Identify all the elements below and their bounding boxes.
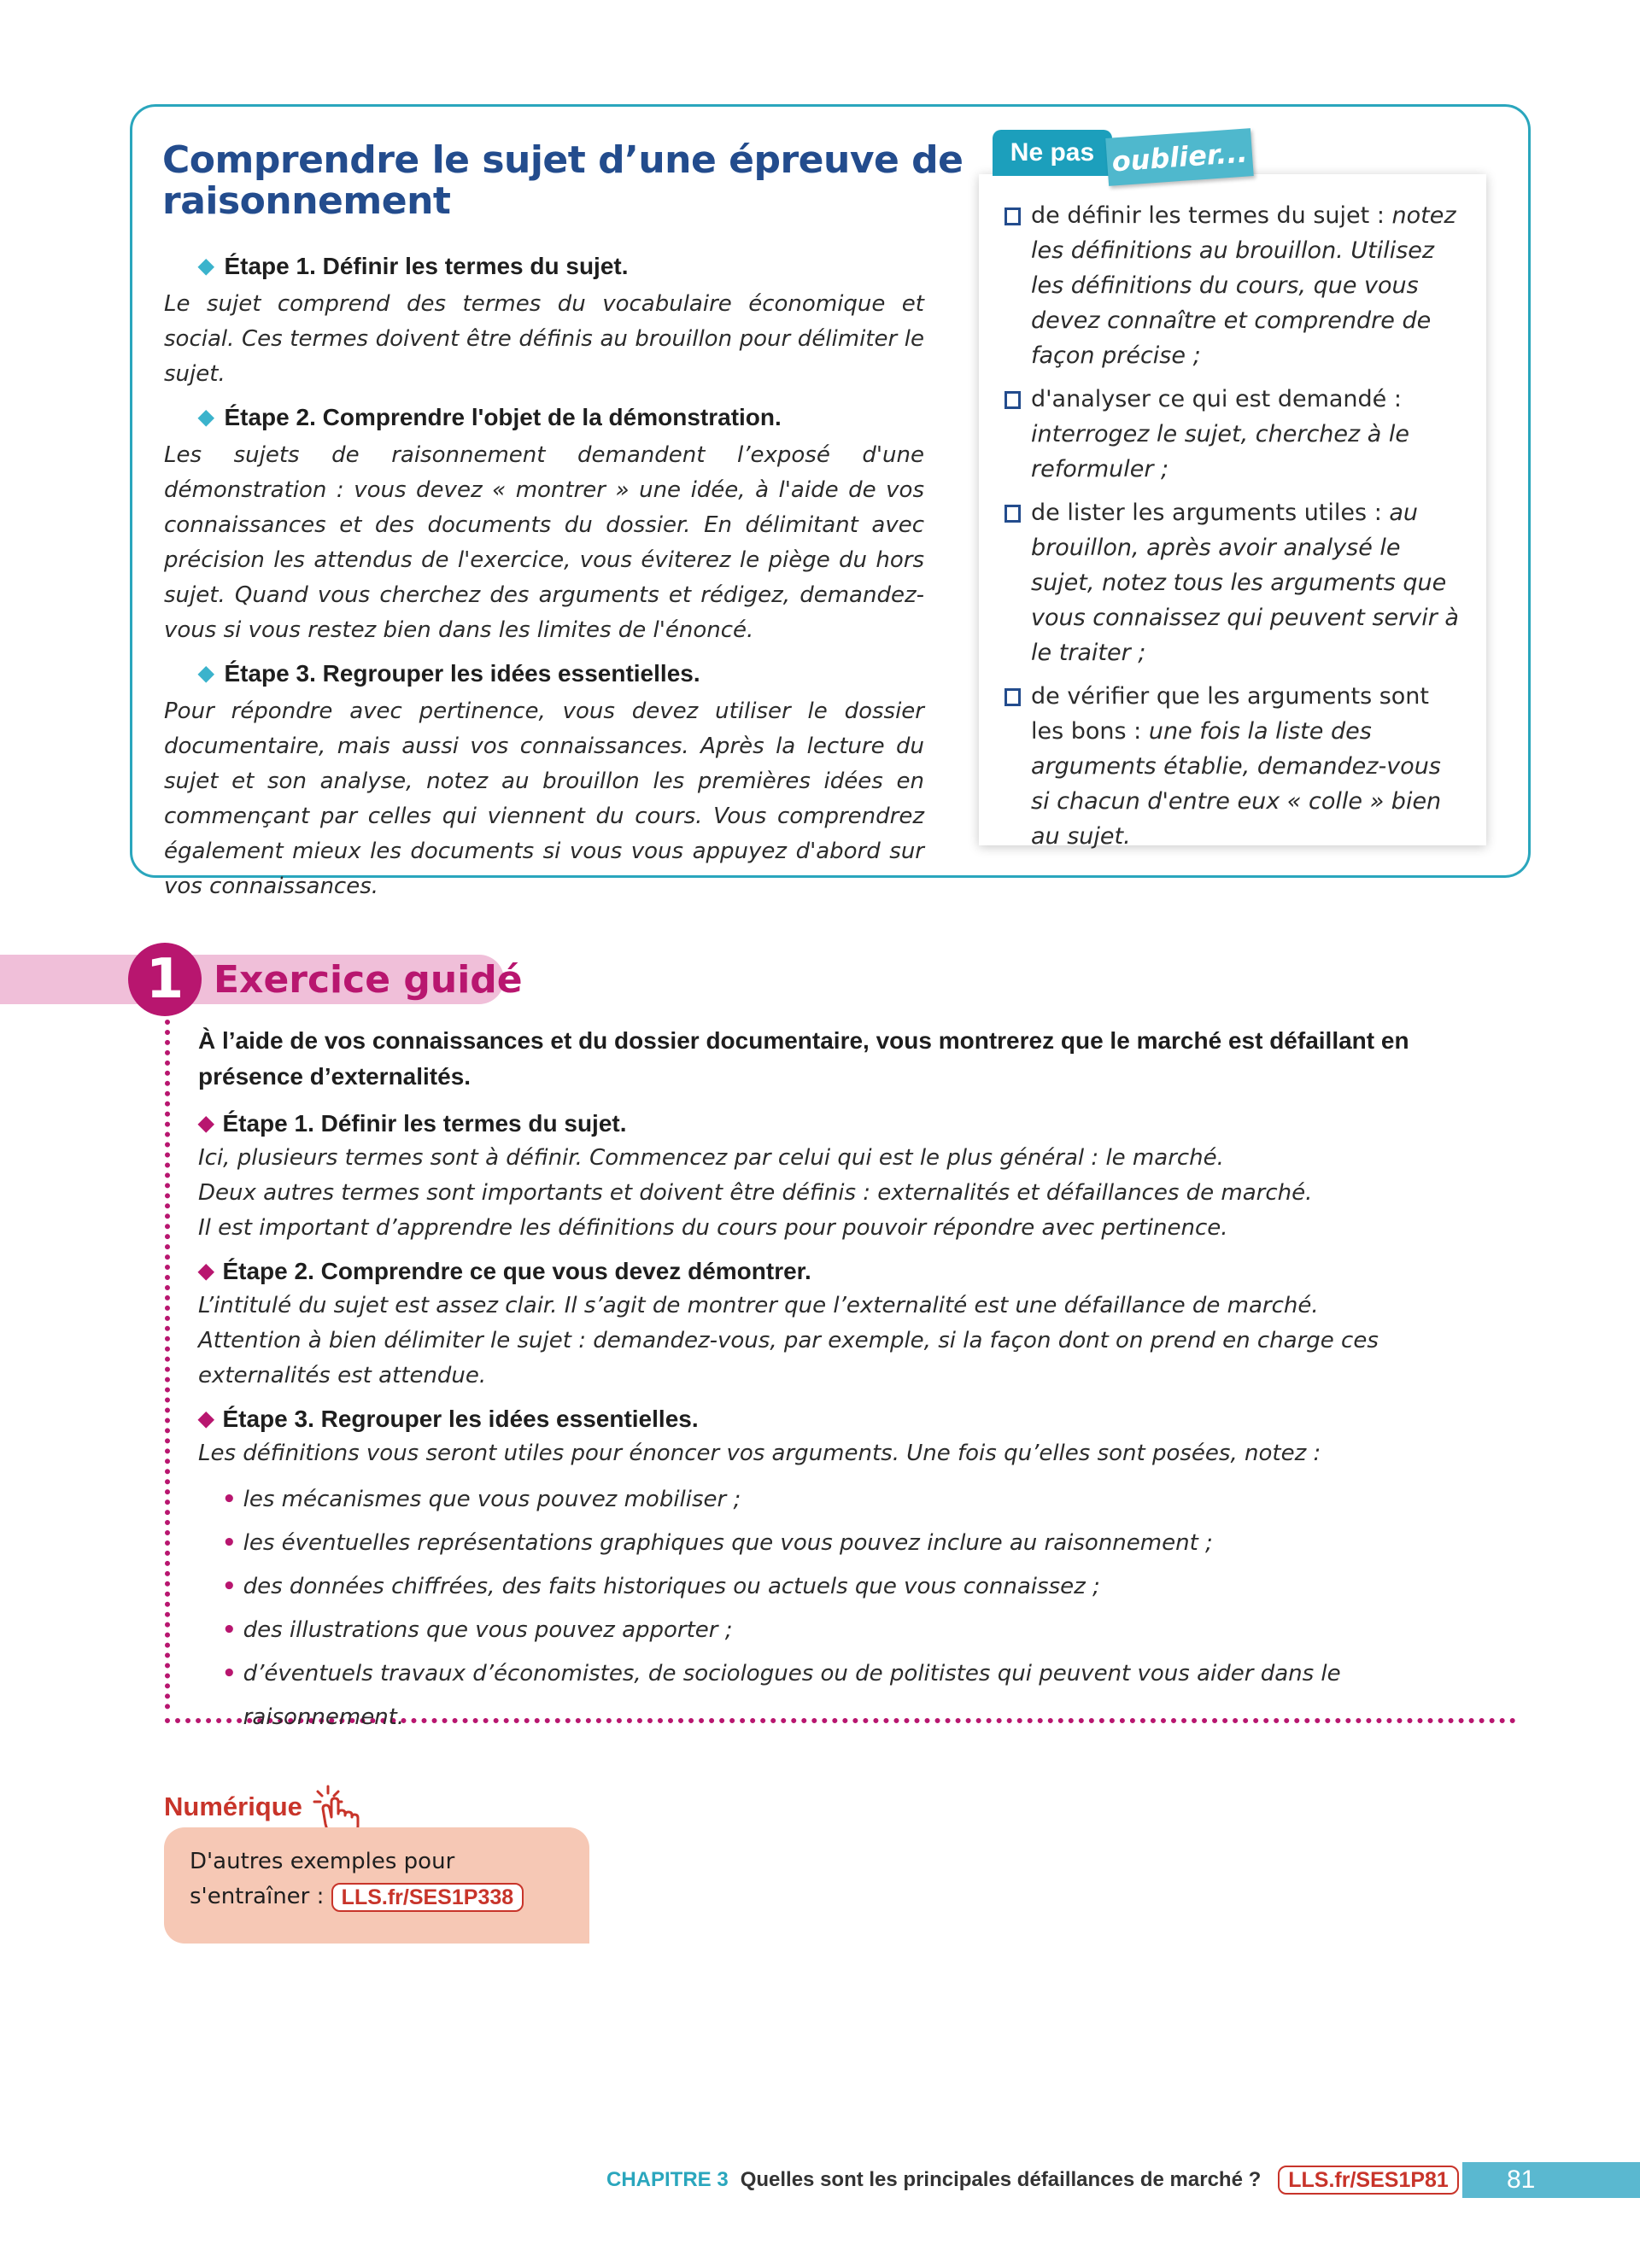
exercise-content [198, 1023, 1496, 1748]
method-steps [164, 241, 924, 904]
reminder-list [1004, 198, 1466, 862]
exercise-step-line: L’intitulé du sujet est assez clair. Il s’agit de montrer que l’externalité est une défaillance de marché. [198, 1293, 1319, 1318]
reminder-item: de définir les termes du sujet : notez les définitions au brouillon. Utilisez les définitions du cours, que vous devez connaître et comprendre de façon précise ; [1004, 198, 1466, 373]
reminder-tab-oublier: oublier... [1105, 128, 1253, 186]
diamond-icon: ◆ [198, 1112, 214, 1135]
reminder-item: d'analyser ce qui est demandé : interrogez le sujet, cherchez à le reformuler ; [1004, 382, 1466, 487]
list-item: • d’éventuels travaux d’économistes, de sociologues ou de politistes qui peuvent vous aider dans le raisonnement. [222, 1652, 1496, 1739]
reminder-item: de lister les arguments utiles : au brouillon, après avoir analysé le sujet, notez tous les arguments que vous connaissez qui peuvent servir à le traiter ; [1004, 495, 1466, 670]
method-step-2-text: Les sujets de raisonnement demandent l’exposé d'une démonstration : vous devez « montrer » une idée, à l'aide de vos connaissances et des documents du dossier. En délimitant avec précision les attendus de l'exercice, vous éviterez le piège du hors sujet. Quand vous cherchez des arguments et rédigez, demandez-vous si vous restez bien dans les limites de l'énoncé. [164, 442, 924, 643]
footer [606, 2160, 1459, 2200]
exercise-step-line: Attention à bien délimiter le sujet : demandez-vous, par exemple, si la façon dont on prend en charge ces externalités est attendue. [198, 1328, 1379, 1388]
exercise-step-2 [198, 1254, 1496, 1394]
list-item: • des illustrations que vous pouvez apporter ; [222, 1609, 1496, 1652]
method-step-3-heading: ◆ Étape 3. Regrouper les idées essentielles. [164, 657, 924, 691]
footer-link[interactable]: LLS.fr/SES1P81 [1278, 2166, 1459, 2195]
exercise-intro: À l’aide de vos connaissances et du dossier documentaire, vous montrerez que le marché est défaillant en présence d’externalités. [198, 1027, 1409, 1090]
exercise-step-line: Deux autres termes sont importants et doivent être définis : externalités et défaillances de marché. [198, 1180, 1313, 1206]
diamond-icon: ◆ [198, 662, 214, 685]
exercise-bullet-list [222, 1478, 1496, 1739]
list-item: • les mécanismes que vous pouvez mobiliser ; [222, 1478, 1496, 1522]
footer-question: Quelles sont les principales défaillances de marché ? [740, 2168, 1262, 2191]
exercise-step-line: Les définitions vous seront utiles pour énoncer vos arguments. Une fois qu’elles sont posées, notez : [198, 1441, 1321, 1466]
list-item: • les éventuelles représentations graphiques que vous pouvez inclure au raisonnement ; [222, 1522, 1496, 1565]
checkbox-icon [1004, 208, 1021, 225]
diamond-icon: ◆ [198, 254, 214, 278]
bullet-icon: • [222, 1487, 237, 1512]
bullet-icon: • [222, 1574, 237, 1599]
exercise-step-3 [198, 1402, 1496, 1739]
numerique-link[interactable]: LLS.fr/SES1P338 [331, 1883, 524, 1912]
bullet-icon: • [222, 1530, 237, 1556]
exercise-title: Exercice guidé [214, 957, 523, 1002]
method-step-2-heading: ◆ Étape 2. Comprendre l'objet de la démonstration. [164, 400, 924, 435]
footer-chapter: CHAPITRE 3 [606, 2168, 729, 2191]
checkbox-icon [1004, 391, 1021, 409]
reminder-tab-ne-pas: Ne pas [993, 130, 1112, 176]
reminder-item: de vérifier que les arguments sont les bons : une fois la liste des arguments établie, demandez-vous si chacun d'entre eux « colle » bien au sujet. [1004, 679, 1466, 854]
list-item: • des données chiffrées, des faits historiques ou actuels que vous connaissez ; [222, 1565, 1496, 1609]
page-number: 81 [1462, 2162, 1640, 2198]
exercise-dotted-border-left [165, 1020, 170, 1710]
exercise-step-line: Il est important d’apprendre les définitions du cours pour pouvoir répondre avec pertinence. [198, 1215, 1228, 1241]
diamond-icon: ◆ [198, 406, 214, 429]
exercise-step-line: Ici, plusieurs termes sont à définir. Commencez par celui qui est le plus général : le marché. [198, 1145, 1224, 1171]
diamond-icon: ◆ [198, 1260, 214, 1283]
bullet-icon: • [222, 1617, 237, 1643]
numerique-text: D'autres exemples pour s'entraîner : LLS.fr/SES1P338 [190, 1844, 565, 1914]
checkbox-icon [1004, 688, 1021, 706]
exercise-step-1-heading: ◆ Étape 1. Définir les termes du sujet. [198, 1107, 1496, 1141]
bullet-icon: • [222, 1661, 237, 1686]
numerique-label: Numérique [164, 1792, 302, 1821]
method-step-3-text: Pour répondre avec pertinence, vous devez utiliser le dossier documentaire, mais aussi vos connaissances. Après la lecture du sujet et son analyse, notez au brouillon les premières idées en commençant par celles qui viennent du cours. Vous comprendrez également mieux les documents si vous vous appuyez d'abord sur vos connaissances. [164, 699, 924, 899]
exercise-step-1 [198, 1107, 1496, 1246]
exercise-number-badge: 1 [128, 943, 202, 1016]
exercise-step-2-heading: ◆ Étape 2. Comprendre ce que vous devez démontrer. [198, 1254, 1496, 1289]
method-title: Comprendre le sujet d’une épreuve de raisonnement [162, 138, 964, 223]
diamond-icon: ◆ [198, 1407, 214, 1430]
checkbox-icon [1004, 505, 1021, 523]
method-step-1-heading: ◆ Étape 1. Définir les termes du sujet. [164, 249, 924, 284]
exercise-step-3-heading: ◆ Étape 3. Regrouper les idées essentielles. [198, 1402, 1496, 1436]
method-step-1-text: Le sujet comprend des termes du vocabulaire économique et social. Ces termes doivent être définis au brouillon pour délimiter le sujet. [164, 291, 924, 387]
